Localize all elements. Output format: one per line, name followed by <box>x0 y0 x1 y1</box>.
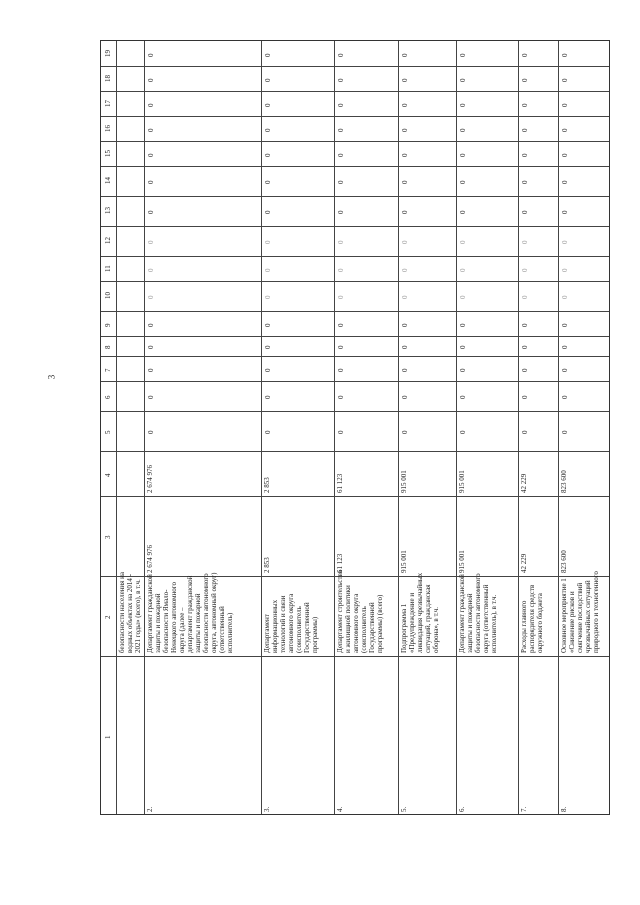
column-border <box>101 256 609 257</box>
cell-total: 823 600 <box>560 550 568 573</box>
cell-zero: 0 <box>264 323 272 327</box>
cell-zero: 0 <box>147 345 155 349</box>
cell-zero: 0 <box>459 53 467 57</box>
cell-zero: 0 <box>337 368 345 372</box>
row-name-line: информационных <box>271 599 279 653</box>
row-name-line: смягчение последствий <box>576 582 584 653</box>
column-border <box>101 66 609 67</box>
budget-table <box>100 40 610 815</box>
row-number: 5. <box>400 806 408 812</box>
cell-zero: 0 <box>521 128 529 132</box>
cell-zero: 0 <box>401 103 409 107</box>
cell-zero: 0 <box>521 345 529 349</box>
cell-zero: 0 <box>561 128 569 132</box>
cell-zero: 0 <box>521 153 529 157</box>
column-number: 15 <box>104 149 112 157</box>
cell-zero: 0 <box>147 103 155 107</box>
cell-zero: 0 <box>521 268 529 272</box>
cell-zero: 0 <box>337 295 345 299</box>
column-border <box>101 196 609 197</box>
column-border <box>101 336 609 337</box>
cell-zero: 0 <box>459 345 467 349</box>
row-border <box>558 41 559 814</box>
cell-zero: 0 <box>521 430 529 434</box>
column-number: 8 <box>104 345 112 349</box>
column-border <box>101 576 609 577</box>
cell-zero: 0 <box>561 210 569 214</box>
cell-zero: 0 <box>337 430 345 434</box>
row-number: 6. <box>458 806 466 812</box>
row-name-line: безопасности автономного <box>202 573 210 653</box>
row-name-line: водных объектах на 2014 - <box>126 574 134 653</box>
cell-zero: 0 <box>337 395 345 399</box>
cell-zero: 0 <box>401 128 409 132</box>
row-name-line: автономного округа <box>287 593 295 653</box>
cell-total: 2 674 976 <box>146 545 154 573</box>
row-name-line: (соисполнитель <box>295 606 303 653</box>
cell-zero: 0 <box>459 368 467 372</box>
column-border <box>101 381 609 382</box>
row-name-line: окружного бюджета <box>536 593 544 653</box>
cell-zero: 0 <box>459 180 467 184</box>
cell-zero: 0 <box>521 395 529 399</box>
row-name-line: автономного округа <box>352 593 360 653</box>
row-name-line: безопасности автономного <box>474 573 482 653</box>
cell-zero: 0 <box>264 180 272 184</box>
row-name-line: ситуаций, гражданская <box>424 584 432 653</box>
cell-zero: 0 <box>561 430 569 434</box>
row-name-line: чрезвычайных ситуаций <box>584 580 592 653</box>
row-name-line: программы) (всего) <box>376 594 384 653</box>
column-number: 16 <box>104 124 112 132</box>
cell-zero: 0 <box>264 268 272 272</box>
cell-total: 42 229 <box>520 553 528 573</box>
cell-zero: 0 <box>337 103 345 107</box>
cell-zero: 0 <box>561 268 569 272</box>
cell-zero: 0 <box>459 323 467 327</box>
cell-zero: 0 <box>561 180 569 184</box>
cell-zero: 0 <box>337 210 345 214</box>
cell-zero: 0 <box>147 78 155 82</box>
cell-total: 915 001 <box>458 550 466 573</box>
column-border <box>101 411 609 412</box>
column-number: 11 <box>104 264 112 272</box>
cell-zero: 0 <box>147 268 155 272</box>
cell-zero: 0 <box>401 395 409 399</box>
cell-zero: 0 <box>264 295 272 299</box>
cell-zero: 0 <box>459 430 467 434</box>
cell-value: 2 674 976 <box>146 465 154 493</box>
cell-zero: 0 <box>561 78 569 82</box>
cell-zero: 0 <box>459 295 467 299</box>
row-border <box>144 41 145 814</box>
row-number: 2. <box>146 806 154 812</box>
cell-zero: 0 <box>401 323 409 327</box>
row-number: 4. <box>336 806 344 812</box>
row-name-line: исполнитель), в т.ч. <box>490 594 498 653</box>
cell-zero: 0 <box>521 240 529 244</box>
column-number: 19 <box>104 49 112 57</box>
row-name-line: Ненецкого автономного <box>170 582 178 653</box>
column-number: 17 <box>104 99 112 107</box>
column-border <box>101 91 609 92</box>
cell-zero: 0 <box>561 103 569 107</box>
cell-zero: 0 <box>561 345 569 349</box>
row-name-line: 2021 годы» (всего), в т.ч. <box>134 579 142 653</box>
cell-zero: 0 <box>147 180 155 184</box>
cell-zero: 0 <box>147 210 155 214</box>
cell-zero: 0 <box>337 128 345 132</box>
cell-zero: 0 <box>459 128 467 132</box>
row-name-line: Подпрограмма 1 <box>400 603 408 653</box>
cell-zero: 0 <box>561 323 569 327</box>
cell-zero: 0 <box>521 103 529 107</box>
cell-zero: 0 <box>147 53 155 57</box>
cell-zero: 0 <box>264 153 272 157</box>
column-number: 9 <box>104 323 112 327</box>
cell-zero: 0 <box>264 78 272 82</box>
row-name-line: департамент гражданской <box>186 575 194 653</box>
cell-zero: 0 <box>337 240 345 244</box>
column-number: 13 <box>104 207 112 214</box>
cell-zero: 0 <box>147 368 155 372</box>
cell-zero: 0 <box>561 53 569 57</box>
cell-zero: 0 <box>401 368 409 372</box>
row-border <box>116 41 117 814</box>
cell-zero: 0 <box>337 53 345 57</box>
cell-zero: 0 <box>401 268 409 272</box>
row-number: 7. <box>520 806 528 812</box>
cell-zero: 0 <box>459 153 467 157</box>
column-border <box>101 496 609 497</box>
cell-zero: 0 <box>561 368 569 372</box>
column-number: 5 <box>104 430 112 434</box>
cell-zero: 0 <box>264 345 272 349</box>
cell-zero: 0 <box>459 268 467 272</box>
cell-value: 915 001 <box>400 470 408 493</box>
cell-zero: 0 <box>147 323 155 327</box>
cell-zero: 0 <box>401 153 409 157</box>
cell-zero: 0 <box>337 153 345 157</box>
column-border <box>101 281 609 282</box>
cell-zero: 0 <box>459 78 467 82</box>
row-name-line: программы) <box>311 616 319 653</box>
cell-zero: 0 <box>401 345 409 349</box>
row-name-line: и жилищной политики <box>344 585 352 653</box>
cell-zero: 0 <box>337 323 345 327</box>
cell-zero: 0 <box>521 323 529 327</box>
cell-zero: 0 <box>521 210 529 214</box>
column-number: 2 <box>104 615 112 619</box>
cell-value: 42 229 <box>520 473 528 493</box>
column-border <box>101 311 609 312</box>
cell-value: 61 123 <box>336 473 344 493</box>
column-border <box>101 226 609 227</box>
cell-zero: 0 <box>521 180 529 184</box>
cell-value: 915 001 <box>458 470 466 493</box>
cell-zero: 0 <box>264 210 272 214</box>
row-name-line: безопасности населения на <box>118 572 126 653</box>
column-border <box>101 141 609 142</box>
row-name-line: Основное мероприятие 1 <box>560 578 568 653</box>
cell-zero: 0 <box>561 153 569 157</box>
row-name-line: технологий и связи <box>279 595 287 653</box>
cell-zero: 0 <box>561 395 569 399</box>
column-number: 18 <box>104 74 112 82</box>
row-name-line: защиты и пожарной <box>154 593 162 653</box>
cell-total: 61 123 <box>336 553 344 573</box>
column-number: 12 <box>104 237 112 244</box>
row-name-line: защиты и пожарной <box>466 593 474 653</box>
column-border <box>101 451 609 452</box>
row-name-line: оборона», в т.ч. <box>432 606 440 653</box>
row-name-line: «Снижение рисков и <box>568 591 576 653</box>
cell-zero: 0 <box>521 78 529 82</box>
row-name-line: ликвидация чрезвычайных <box>416 572 424 653</box>
cell-value: 823 600 <box>560 470 568 493</box>
cell-zero: 0 <box>147 153 155 157</box>
cell-zero: 0 <box>401 210 409 214</box>
column-number: 14 <box>104 177 112 184</box>
cell-zero: 0 <box>264 395 272 399</box>
cell-zero: 0 <box>459 240 467 244</box>
row-name-line: Департамент гражданской <box>458 574 466 653</box>
row-name-line: «Предупреждение и <box>408 592 416 653</box>
row-name-line: защиты и пожарной <box>194 593 202 653</box>
cell-zero: 0 <box>147 430 155 434</box>
cell-zero: 0 <box>521 295 529 299</box>
cell-zero: 0 <box>401 180 409 184</box>
cell-zero: 0 <box>521 53 529 57</box>
row-name-line: Государственной <box>368 602 376 653</box>
row-number: 8. <box>560 806 568 812</box>
cell-zero: 0 <box>147 295 155 299</box>
column-number: 10 <box>104 292 112 299</box>
column-number: 1 <box>104 735 112 739</box>
cell-zero: 0 <box>401 430 409 434</box>
page-number: 3 <box>46 374 57 380</box>
cell-zero: 0 <box>264 430 272 434</box>
column-number: 7 <box>104 368 112 372</box>
row-name-line: Государственной <box>303 602 311 653</box>
cell-zero: 0 <box>147 395 155 399</box>
cell-zero: 0 <box>459 103 467 107</box>
cell-zero: 0 <box>264 240 272 244</box>
row-name-line: Департамент гражданской <box>146 574 154 653</box>
row-name-line: распорядителя средств <box>528 584 536 653</box>
cell-zero: 0 <box>264 103 272 107</box>
cell-zero: 0 <box>459 395 467 399</box>
row-border <box>456 41 457 814</box>
column-border <box>101 166 609 167</box>
cell-zero: 0 <box>264 53 272 57</box>
row-name-line: безопасности Ямало- <box>162 589 170 653</box>
row-border <box>518 41 519 814</box>
column-border <box>101 356 609 357</box>
cell-zero: 0 <box>337 180 345 184</box>
row-border <box>398 41 399 814</box>
cell-zero: 0 <box>401 53 409 57</box>
row-name-line: (соисполнитель <box>360 606 368 653</box>
cell-total: 2 853 <box>263 557 271 573</box>
cell-zero: 0 <box>401 295 409 299</box>
row-name-line: Департамент <box>263 614 271 653</box>
cell-zero: 0 <box>337 268 345 272</box>
cell-zero: 0 <box>264 368 272 372</box>
cell-zero: 0 <box>401 78 409 82</box>
row-name-line: Департамент строительства <box>336 570 344 653</box>
column-number: 3 <box>104 535 112 539</box>
cell-zero: 0 <box>264 128 272 132</box>
column-number: 4 <box>104 473 112 477</box>
column-number: 6 <box>104 395 112 399</box>
row-name-line: округа, автономный округ) <box>210 572 218 653</box>
row-name-line: (ответственный <box>218 606 226 653</box>
cell-zero: 0 <box>147 128 155 132</box>
cell-zero: 0 <box>401 240 409 244</box>
row-name-line: природного и техногенного <box>592 571 600 653</box>
row-border <box>334 41 335 814</box>
cell-zero: 0 <box>459 210 467 214</box>
row-border <box>261 41 262 814</box>
row-name-line: округа (далее – <box>178 607 186 653</box>
cell-total: 915 001 <box>400 550 408 573</box>
column-border <box>101 656 609 657</box>
cell-zero: 0 <box>561 295 569 299</box>
row-name-line: Расходы главного <box>520 600 528 653</box>
cell-zero: 0 <box>337 345 345 349</box>
cell-zero: 0 <box>337 78 345 82</box>
column-border <box>101 116 609 117</box>
cell-zero: 0 <box>521 368 529 372</box>
cell-value: 2 853 <box>263 477 271 493</box>
cell-zero: 0 <box>561 240 569 244</box>
row-name-line: исполнитель) <box>226 612 234 653</box>
cell-zero: 0 <box>147 240 155 244</box>
row-name-line: округа (ответственный <box>482 584 490 653</box>
row-number: 3. <box>263 806 271 812</box>
